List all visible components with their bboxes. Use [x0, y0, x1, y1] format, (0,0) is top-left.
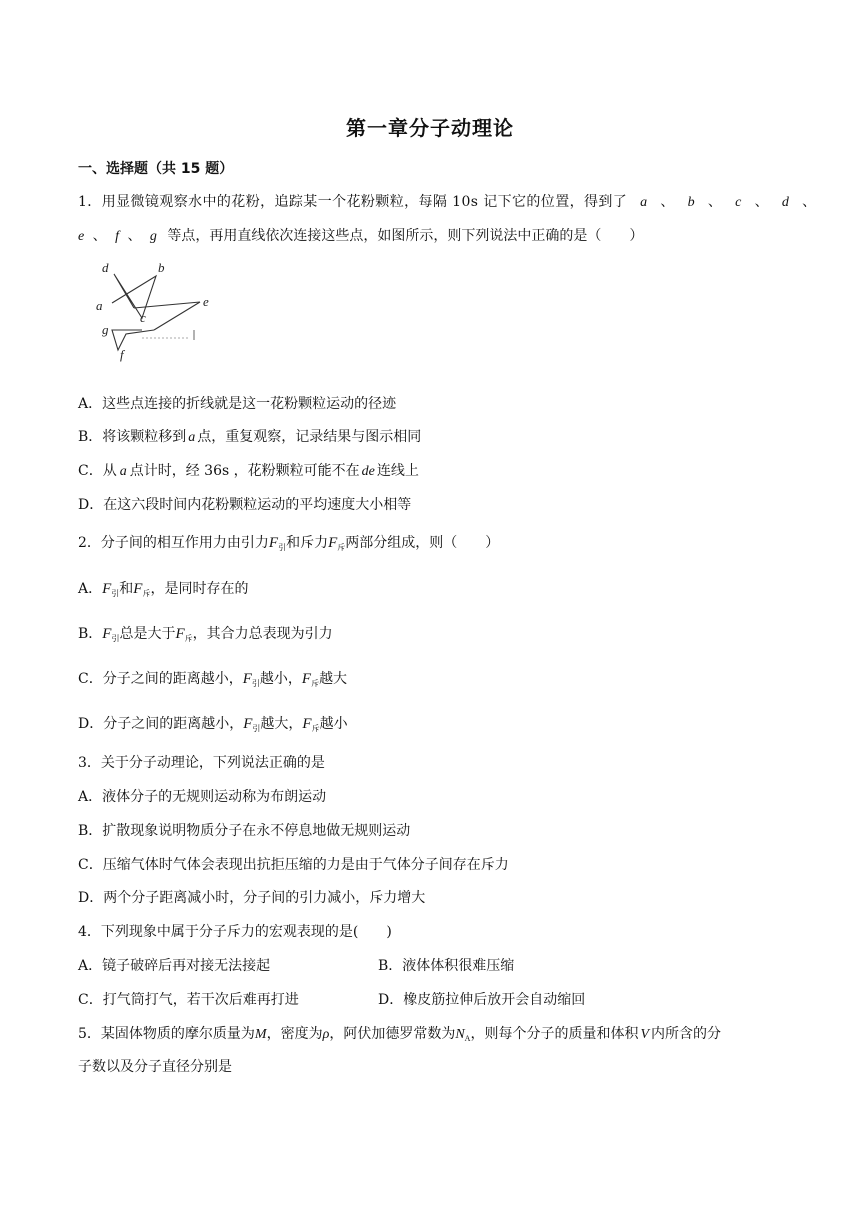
q3-option-a: A．液体分子的无规则运动称为布朗运动	[78, 789, 327, 805]
q2-option-d: D．分子之间的距离越小，$F_引$越大，$F_斥$越小	[78, 716, 348, 733]
q1-stem-line1: 1．用显微镜观察水中的花粉，追踪某一个花粉颗粒，每隔 10s 记下它的位置，得到了 a 、 b 、 c 、 d 、	[78, 194, 817, 210]
q4-option-a: A．镜子破碎后再对接无法接起	[78, 958, 271, 974]
q4-option-c: C．打气筒打气，若干次后难再打进	[78, 992, 299, 1008]
q3-option-b: B．扩散现象说明物质分子在永不停息地做无规则运动	[78, 823, 411, 839]
q3-option-c: C．压缩气体时气体会表现出抗拒压缩的力是由于气体分子间存在斥力	[78, 857, 509, 873]
q2-stem: 2．分子间的相互作用力由引力$F_引$和斥力$F_斥$两部分组成，则（ ）	[78, 535, 500, 552]
fig-label-e: e	[203, 294, 209, 309]
q4-stem: 4．下列现象中属于分子斥力的宏观表现的是( )	[78, 924, 392, 940]
page-title: 第一章分子动理论	[346, 116, 514, 140]
q4-option-d: D．橡皮筋拉伸后放开会自动缩回	[378, 992, 586, 1008]
q1-option-c: C．从 a 点计时，经 36s ，花粉颗粒可能不在 de 连线上	[78, 463, 419, 479]
q1-option-d: D．在这六段时间内花粉颗粒运动的平均速度大小相等	[78, 497, 412, 513]
q1-option-a: A．这些点连接的折线就是这一花粉颗粒运动的径迹	[78, 396, 397, 412]
q3-option-d: D．两个分子距离减小时，分子间的引力减小，斥力增大	[78, 890, 426, 906]
fig-label-a: a	[96, 298, 103, 313]
q1-stem-line2: e 、 f 、 g 等点，再用直线依次连接这些点，如图所示，则下列说法中正确的是（ ）	[78, 228, 644, 244]
fig-label-g: g	[102, 322, 109, 337]
fig-label-d: d	[102, 260, 109, 275]
q4-option-b: B．液体体积很难压缩	[378, 958, 515, 974]
q2-option-a: A．$F_引$和$F_斥$，是同时存在的	[78, 581, 249, 598]
pollen-path-figure	[86, 258, 226, 368]
q5-stem-line1: 5．某固体物质的摩尔质量为M，密度为ρ，阿伏加德罗常数为$N_A$，则每个分子的质量和体积 V 内所含的分	[78, 1026, 722, 1043]
fig-label-b: b	[158, 260, 165, 275]
q2-option-c: C．分子之间的距离越小，$F_引$越小，$F_斥$越大	[78, 671, 348, 688]
q3-stem: 3．关于分子动理论，下列说法正确的是	[78, 755, 325, 771]
q5-stem-line2: 子数以及分子直径分别是	[78, 1059, 232, 1075]
section-heading: 一、选择题（共 15 题）	[78, 161, 234, 177]
fig-label-f: f	[120, 347, 124, 362]
q2-option-b: B．$F_引$总是大于$F_斥$，其合力总表现为引力	[78, 626, 333, 643]
fig-label-c: c	[140, 310, 146, 325]
q1-option-b: B．将该颗粒移到 a 点，重复观察，记录结果与图示相同	[78, 429, 422, 445]
